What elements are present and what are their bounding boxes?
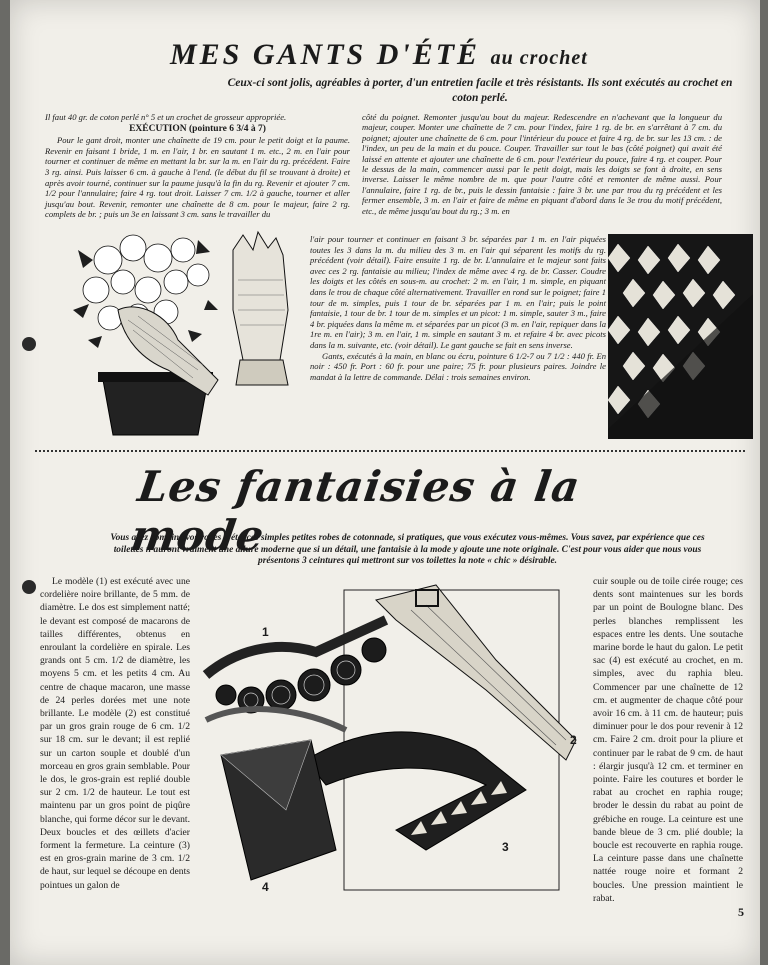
materials-text: Il faut 40 gr. de coton perlé n° 5 et un crochet de grosseur appropriée. bbox=[45, 112, 287, 122]
belts-description: Le modèle (1) est exécuté avec une cordelière noire brillante, de 5 mm. de diamètre. Le dos est simplement natté; le devant est composé de macarons de tailles différentes, obtenus en enroulant la cordelière en spirale. Les grands ont 5 cm. 1/2 de diamètre, les moyens 5 cm. et les petits 4 cm. Au centre de chaque macaron, une masse de 24 perles dorées met une note brillante. Le modèle (2) est constitué par un gros grain rouge de 6 cm. 1/2 sur 18 cm. sur le devant; il est replié sur un carton souple et doublé d'un morceau en gros grain semblable. Pour le dos, le gros-grain est replié double sur 2 cm. 1/2 de hauteur. Le tout est maintenu par un gros point de piqûre blanche, qui forme décor sur le devant. Deux boucles et des œillets d'acier forment la fermeture. La ceinture (3) est en gros-grain marine de 3 cm. 1/2 de haut, sur lequel se découpe en dents pointues un galon de bbox=[40, 576, 190, 891]
belts-description: cuir souple ou de toile cirée rouge; ces dents sont maintenues sur les bords par un point de Boulogne blanc. Des perles blanches remplissent les espaces entre les dents. Une soutache marine borde le haut du galon. Le petit sac (4) est exécuté au crochet, en m. simples, avec du raphia bleu. Commencer par une chaînette de 12 cm. et augmenter de chaque côté pour avoir 16 cm. à 11 cm. de hauteur; puis diminuer pour le dos pour revenir à 12 cm. Faire 2 cm. droit pour la pliure et continuer par le rabat de 9 cm. de haut : élargir jusqu'à 12 cm. et terminer en pointe. Faire les coutures et border le rabat au crochet en raphia rouge; broder le dessin du rabat au point de grébiche en rouge. La ceinture est une bande bleue de 3 cm. plié double; la boucle est recouverte en raphia rouge. La ceinture passe dans une chaînette nattée rouge noire et formant 2 boucles. Une pression maintient le rabat. bbox=[593, 576, 743, 904]
binder-hole bbox=[22, 337, 36, 351]
gloves-instructions-col3 bbox=[310, 234, 606, 382]
article-title-gloves: MES GANTS D'ÉTÉ au crochet bbox=[170, 38, 588, 71]
figure-number: 2 bbox=[570, 733, 577, 747]
gloves-illustration bbox=[48, 220, 318, 440]
figure-number: 3 bbox=[502, 840, 509, 854]
section-divider bbox=[35, 450, 745, 452]
belts-illustration bbox=[196, 580, 588, 895]
gloves-instructions-col1 bbox=[45, 112, 350, 220]
figure-number: 1 bbox=[262, 625, 269, 639]
gloves-instructions-col2 bbox=[362, 112, 722, 216]
belts-text-right bbox=[593, 575, 743, 905]
instructions-text: Pour le gant droit, monter une chaînette de 19 cm. pour le petit doigt et la paume. Revenir en faisant 1 bride, 1 m. en l'air, 1 br. en sautant 1 m. etc., 2 m. en l'air pour tourner et continuer de même en mettant la br. sur la m. en l'air du rg. précédent. Faire 3 rg. ainsi. Puis laisser 6 cm. à gauche à l'end. (le début du fil se trouvant à droite) et après avoir tourné, continuer sur la paume jusqu'à la fin du rg. Revenir et ajouter 7 cm. 1/2 pour l'annulaire; faire 4 rg. tout droit. Laisser 7 cm. 1/2 à gauche, tourner et aller jusqu'au bout. Revenir, remonter une chaînette de 8 cm. pour le majeur, faire 2 rg. complets de br. ; puis un 3e en laissant 3 cm. sans le travailler du bbox=[45, 135, 350, 220]
magazine-page bbox=[10, 0, 760, 965]
page-number: 5 bbox=[738, 905, 744, 919]
order-text: Gants, exécutés à la main, en blanc ou écru, pointure 6 1/2-7 ou 7 1/2 : 440 fr. En noir : 450 fr. Port : 60 fr. pour une paire; 75 fr. pour plusieurs paires. Joindre le mandat à la lettre de commande. Délai : trois semaines environ. bbox=[310, 350, 606, 382]
instructions-text: côté du poignet. Remonter jusqu'au bout du majeur. Redescendre en n'achevant que la longueur du majeur, couper. Monter une chaînette de 7 cm. pour l'index, faire 1 rg. de br. en s'arrêtant à 7 cm. du poignet; ajouter une chaînette de 6 cm. pour l'intérieur du pouce et faire 4 rg. de br. sur les 13 cm. : de l'index, un peu de la main et du pouce. Couper. Travailler sur tout le bas (côté poignet) qui avait été laissé en attente et ajouter une chaînette de 6 cm. pour l'extérieur du pouce, faire 4 rg. et couper. Pour le dessus de la main, commencer aussi par le petit doigt, mais les doigts se font à droite, en sens inverse. Laisser le même nombre de m. que pour l'autre côté et remonter de même aussi. Pour l'annulaire, faire 1 rg. de br., puis le dessin fantaisie : faire 3 br. une par trou du rg précédent et les fermer ensemble, 3 m. en l'air et faire de même en piquant d'abord dans le 3e trou du motif précédent, etc., de même jusqu'au bout du rg.; 3 m. en bbox=[362, 112, 722, 216]
figure-number: 4 bbox=[262, 880, 269, 894]
lace-detail-photo bbox=[608, 234, 753, 439]
instructions-text: l'air pour tourner et continuer en faisant 3 br. séparées par 1 m. en l'air piquées toutes les 3 dans la m. du milieu des 3 m. en l'air qui séparent les motifs du rg. précédent (voir détail). Faire ensuite 1 rg. de br. L'annulaire et le majeur sont faits avec ces 2 rg. fantaisie au milieu; l'index de même avec 4 rg. de br. Casser. Coudre les doigts et les côtés en sous-m. au crochet: 2 m. en l'air, 1 m. simple, en piquant dans le trou de chaque côté alternativement. Travailler en rond sur le poignet; faire 1 tour de m. simples, puis 1 tour de br. séparées par 1 m. en l'air; puis le point fantaisie, 1 tour de br. 1 tour de m. simples et un picot: 1 m. simple, sauter 3 m., faire 4 br. piquées dans la même m. et séparées par un picot (3 m. en l'air, repiquer dans la 1re m. en l'air); 3 m. en l'air, 1 m. simple en sautant 3 m. et refaire 4 br. avec picots dans la m. suivante, etc. (voir détail). Le gant gauche se fait en sens inverse. bbox=[310, 234, 606, 350]
binder-hole bbox=[22, 580, 36, 594]
belts-text-left bbox=[40, 575, 190, 892]
article-title-fantaisies: Les fantaisies à la mode bbox=[128, 462, 584, 560]
execution-heading: EXÉCUTION (pointure 6 3/4 à 7) bbox=[129, 123, 266, 134]
article-intro: Vous avez combiné vos robes d'été, ces simples petites robes de cotonnade, si pratiques, que vous exécutez vous-mêmes. Vous savez, par expérience que ces toilettes n'auront vraiment une allure moderne que si un détail, une fantaisie à la mode y ajoute une note originale. C'est pour vous aider que nous vous présentons 3 ceintures qui mettront sur vos toilettes la note « chic » désirable. bbox=[110, 533, 705, 566]
article-subtitle: Ceux-ci sont jolis, agréables à porter, d'un entretien facile et très résistants. Ils sont exécutés au crochet en coton perlé. bbox=[227, 77, 733, 104]
